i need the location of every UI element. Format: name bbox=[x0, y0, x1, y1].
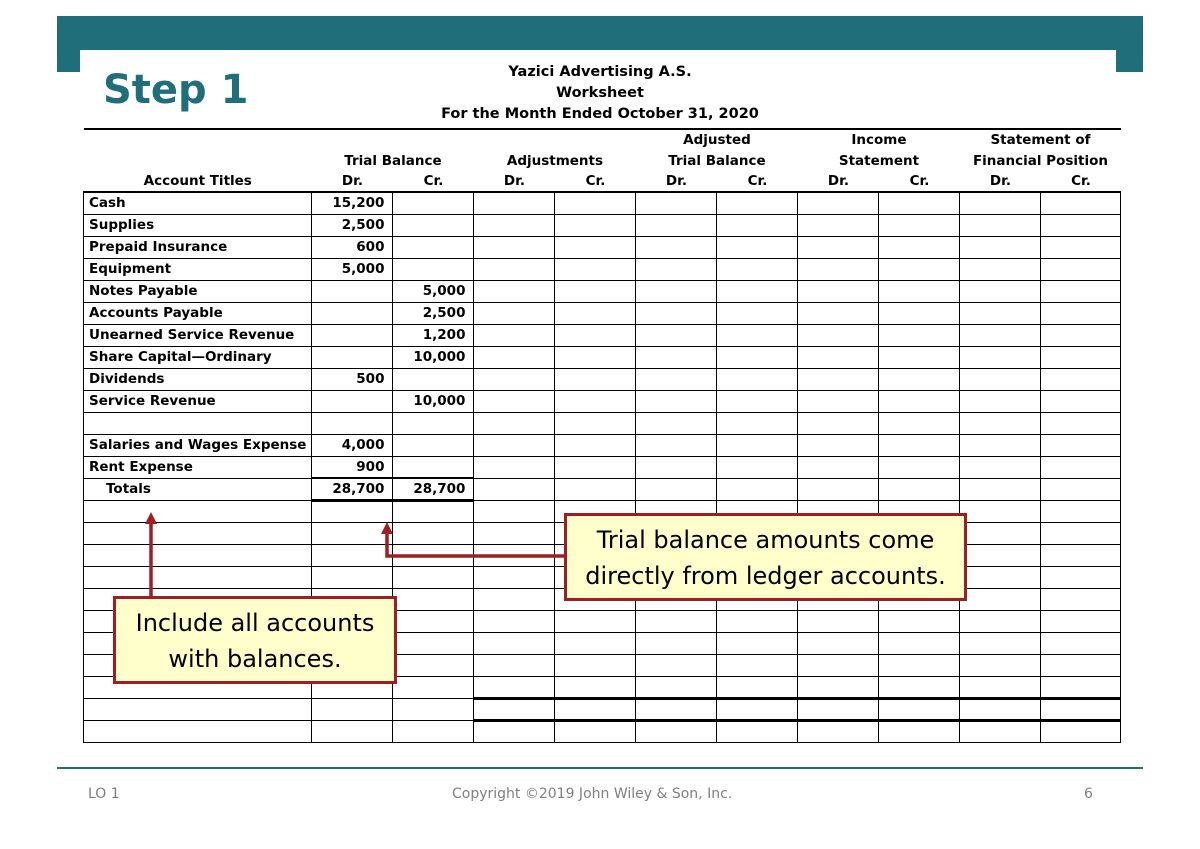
include-callout: Include all accounts with balances. bbox=[113, 596, 397, 684]
table-row bbox=[84, 346, 1121, 368]
dr-cell bbox=[960, 214, 1041, 236]
cr-cell bbox=[879, 258, 960, 280]
account-title-cell: Notes Payable bbox=[84, 280, 312, 302]
dr-cell bbox=[636, 302, 717, 324]
cr-cell bbox=[555, 368, 636, 390]
company-name: Yazici Advertising A.S. bbox=[508, 64, 692, 80]
cr-cell bbox=[555, 434, 636, 456]
dr-cell bbox=[798, 721, 879, 743]
dr-cell bbox=[474, 236, 555, 258]
account-title-cell bbox=[84, 412, 312, 434]
cr-cell bbox=[1041, 258, 1121, 280]
dr-cell bbox=[474, 214, 555, 236]
cr-cell bbox=[717, 280, 798, 302]
cr-cell bbox=[555, 302, 636, 324]
table-row bbox=[84, 412, 1121, 434]
cr-cell: 2,500 bbox=[393, 302, 474, 324]
dr-cell bbox=[474, 589, 555, 611]
account-title-cell: Prepaid Insurance bbox=[84, 236, 312, 258]
cr-column-header: Cr. bbox=[555, 171, 636, 192]
cr-cell bbox=[555, 633, 636, 655]
group-header: Trial Balance bbox=[344, 152, 442, 169]
header-row-groups-top bbox=[84, 129, 1121, 150]
cr-cell bbox=[393, 589, 474, 611]
dr-cell bbox=[474, 721, 555, 743]
cr-cell bbox=[879, 721, 960, 743]
cr-cell bbox=[1041, 501, 1121, 523]
account-title-cell bbox=[84, 721, 312, 743]
cr-cell bbox=[717, 633, 798, 655]
dr-cell bbox=[474, 501, 555, 523]
cr-cell bbox=[555, 346, 636, 368]
cr-cell bbox=[879, 677, 960, 699]
dr-cell bbox=[960, 302, 1041, 324]
dr-cell bbox=[960, 655, 1041, 677]
dr-cell bbox=[636, 721, 717, 743]
dr-cell: 5,000 bbox=[312, 258, 393, 280]
cr-cell bbox=[393, 677, 474, 699]
worksheet-title: Worksheet bbox=[556, 85, 644, 101]
dr-cell bbox=[960, 368, 1041, 390]
cr-cell bbox=[717, 236, 798, 258]
account-title-cell: Salaries and Wages Expense bbox=[84, 434, 312, 456]
dr-cell bbox=[798, 677, 879, 699]
account-title-cell: Totals bbox=[84, 478, 312, 501]
dr-cell bbox=[636, 699, 717, 721]
dr-cell bbox=[312, 523, 393, 545]
cr-cell bbox=[717, 324, 798, 346]
cr-cell bbox=[1041, 721, 1121, 743]
footer-copyright: Copyright ©2019 John Wiley & Son, Inc. bbox=[452, 786, 733, 802]
account-title-cell bbox=[84, 523, 312, 545]
dr-cell bbox=[312, 346, 393, 368]
account-title-cell: Dividends bbox=[84, 368, 312, 390]
dr-cell bbox=[474, 611, 555, 633]
cr-cell bbox=[1041, 324, 1121, 346]
cr-cell bbox=[879, 280, 960, 302]
footer-divider bbox=[57, 767, 1143, 769]
account-title-cell: Rent Expense bbox=[84, 456, 312, 478]
table-row bbox=[84, 236, 1121, 258]
cr-cell bbox=[555, 655, 636, 677]
cr-cell bbox=[879, 302, 960, 324]
cr-cell bbox=[879, 346, 960, 368]
dr-cell bbox=[798, 390, 879, 412]
cr-cell bbox=[555, 456, 636, 478]
dr-cell bbox=[798, 611, 879, 633]
cr-cell bbox=[1041, 633, 1121, 655]
dr-cell bbox=[798, 280, 879, 302]
cr-cell bbox=[1041, 699, 1121, 721]
header-blank bbox=[84, 129, 312, 150]
dr-cell bbox=[636, 633, 717, 655]
dr-cell bbox=[960, 390, 1041, 412]
group-header: Adjustments bbox=[506, 152, 604, 169]
dr-cell: 2,500 bbox=[312, 214, 393, 236]
cr-cell bbox=[1041, 478, 1121, 501]
dr-cell bbox=[636, 192, 717, 214]
dr-cell bbox=[636, 655, 717, 677]
dr-cell bbox=[474, 412, 555, 434]
cr-column-header: Cr. bbox=[393, 171, 474, 192]
cr-cell bbox=[879, 368, 960, 390]
cr-cell bbox=[393, 699, 474, 721]
cr-cell bbox=[717, 258, 798, 280]
dr-cell bbox=[798, 699, 879, 721]
dr-cell bbox=[960, 545, 1041, 567]
cr-cell bbox=[555, 192, 636, 214]
dr-cell bbox=[960, 434, 1041, 456]
dr-cell bbox=[960, 258, 1041, 280]
cr-cell bbox=[393, 258, 474, 280]
account-title-cell: Service Revenue bbox=[84, 390, 312, 412]
dr-cell bbox=[798, 478, 879, 501]
cr-cell bbox=[555, 236, 636, 258]
cr-cell bbox=[393, 412, 474, 434]
cr-cell bbox=[393, 611, 474, 633]
table-row bbox=[84, 390, 1121, 412]
cr-cell bbox=[879, 655, 960, 677]
cr-cell bbox=[1041, 655, 1121, 677]
cr-cell bbox=[393, 501, 474, 523]
table-row bbox=[84, 258, 1121, 280]
dr-cell bbox=[798, 412, 879, 434]
dr-cell bbox=[474, 456, 555, 478]
dr-cell bbox=[636, 611, 717, 633]
dr-cell bbox=[312, 302, 393, 324]
cr-cell bbox=[1041, 589, 1121, 611]
cr-cell bbox=[879, 324, 960, 346]
cr-cell bbox=[717, 390, 798, 412]
account-title-cell: Equipment bbox=[84, 258, 312, 280]
dr-cell bbox=[960, 478, 1041, 501]
table-row bbox=[84, 302, 1121, 324]
dr-cell bbox=[798, 302, 879, 324]
dr-cell bbox=[636, 280, 717, 302]
cr-cell: 10,000 bbox=[393, 346, 474, 368]
dr-cell bbox=[960, 523, 1041, 545]
table-row bbox=[84, 280, 1121, 302]
dr-cell: 4,000 bbox=[312, 434, 393, 456]
dr-cell bbox=[636, 456, 717, 478]
cr-cell bbox=[555, 324, 636, 346]
cr-cell bbox=[1041, 390, 1121, 412]
dr-cell bbox=[798, 346, 879, 368]
dr-cell bbox=[960, 677, 1041, 699]
cr-cell bbox=[879, 456, 960, 478]
cr-cell bbox=[879, 633, 960, 655]
cr-cell bbox=[879, 192, 960, 214]
dr-cell: 600 bbox=[312, 236, 393, 258]
group-header: Trial Balance bbox=[668, 152, 766, 169]
cr-cell bbox=[1041, 677, 1121, 699]
cr-cell bbox=[879, 699, 960, 721]
dr-cell bbox=[960, 611, 1041, 633]
dr-cell bbox=[636, 434, 717, 456]
step-title: Step 1 bbox=[103, 67, 249, 113]
cr-cell bbox=[717, 192, 798, 214]
cr-cell bbox=[1041, 434, 1121, 456]
cr-cell bbox=[879, 390, 960, 412]
dr-cell: 28,700 bbox=[312, 478, 393, 501]
table-row bbox=[84, 324, 1121, 346]
dr-cell bbox=[960, 324, 1041, 346]
dr-cell bbox=[474, 523, 555, 545]
dr-cell bbox=[312, 721, 393, 743]
dr-cell bbox=[312, 567, 393, 589]
dr-cell bbox=[474, 280, 555, 302]
cr-cell bbox=[393, 236, 474, 258]
cr-cell bbox=[1041, 302, 1121, 324]
dr-cell: 15,200 bbox=[312, 192, 393, 214]
cr-cell bbox=[1041, 412, 1121, 434]
dr-cell bbox=[474, 434, 555, 456]
cr-cell bbox=[393, 721, 474, 743]
cr-column-header: Cr. bbox=[879, 171, 960, 192]
dr-cell bbox=[474, 346, 555, 368]
cr-cell bbox=[555, 258, 636, 280]
cr-cell bbox=[555, 677, 636, 699]
dr-cell bbox=[312, 390, 393, 412]
group-header-top bbox=[474, 129, 636, 150]
dr-cell bbox=[960, 412, 1041, 434]
cr-column-header: Cr. bbox=[717, 171, 798, 192]
account-title-cell: Share Capital—Ordinary bbox=[84, 346, 312, 368]
cr-cell bbox=[393, 545, 474, 567]
cr-cell bbox=[393, 633, 474, 655]
ledger-callout: Trial balance amounts come directly from ledger accounts. bbox=[564, 513, 967, 601]
cr-cell bbox=[717, 456, 798, 478]
dr-cell bbox=[960, 346, 1041, 368]
cr-cell bbox=[717, 214, 798, 236]
cr-cell bbox=[879, 412, 960, 434]
cr-cell bbox=[555, 478, 636, 501]
dr-cell bbox=[636, 324, 717, 346]
dr-cell bbox=[798, 633, 879, 655]
cr-cell bbox=[879, 434, 960, 456]
header-blank bbox=[84, 150, 312, 171]
dr-cell bbox=[798, 324, 879, 346]
cr-cell bbox=[393, 192, 474, 214]
dr-cell bbox=[960, 456, 1041, 478]
cr-cell bbox=[393, 655, 474, 677]
cr-cell bbox=[393, 567, 474, 589]
cr-cell bbox=[555, 390, 636, 412]
cr-cell bbox=[717, 434, 798, 456]
footer-page-number: 6 bbox=[1084, 786, 1093, 802]
dr-column-header: Dr. bbox=[798, 171, 879, 192]
dr-cell bbox=[960, 280, 1041, 302]
dr-cell bbox=[636, 258, 717, 280]
cr-cell bbox=[555, 699, 636, 721]
account-title-cell: Supplies bbox=[84, 214, 312, 236]
dr-cell bbox=[312, 412, 393, 434]
dr-cell bbox=[312, 280, 393, 302]
dr-cell bbox=[960, 721, 1041, 743]
cr-column-header: Cr. bbox=[1041, 171, 1121, 192]
table-row bbox=[84, 456, 1121, 478]
dr-cell bbox=[636, 236, 717, 258]
table-row bbox=[84, 368, 1121, 390]
cr-cell bbox=[879, 611, 960, 633]
table-row bbox=[84, 434, 1121, 456]
dr-cell bbox=[798, 214, 879, 236]
dr-cell bbox=[636, 412, 717, 434]
table-row bbox=[84, 699, 1121, 721]
dr-cell bbox=[474, 368, 555, 390]
account-title-cell: Unearned Service Revenue bbox=[84, 324, 312, 346]
dr-cell bbox=[474, 390, 555, 412]
cr-cell bbox=[717, 478, 798, 501]
group-header: Financial Position bbox=[972, 152, 1108, 169]
group-header-top: Adjusted bbox=[636, 129, 798, 150]
cr-cell bbox=[717, 412, 798, 434]
table-row bbox=[84, 478, 1121, 501]
dr-cell bbox=[960, 567, 1041, 589]
cr-cell bbox=[1041, 611, 1121, 633]
dr-cell bbox=[474, 677, 555, 699]
dr-cell: 500 bbox=[312, 368, 393, 390]
dr-cell bbox=[474, 258, 555, 280]
dr-cell bbox=[474, 324, 555, 346]
dr-column-header: Dr. bbox=[474, 171, 555, 192]
dr-cell bbox=[798, 434, 879, 456]
cr-cell bbox=[717, 677, 798, 699]
account-title-cell bbox=[84, 501, 312, 523]
dr-cell bbox=[798, 258, 879, 280]
dr-cell bbox=[636, 390, 717, 412]
dr-cell bbox=[960, 633, 1041, 655]
cr-cell bbox=[1041, 280, 1121, 302]
cr-cell: 10,000 bbox=[393, 390, 474, 412]
dr-cell bbox=[960, 589, 1041, 611]
cr-cell bbox=[717, 368, 798, 390]
cr-cell bbox=[717, 611, 798, 633]
cr-cell bbox=[1041, 523, 1121, 545]
cr-cell bbox=[717, 302, 798, 324]
dr-cell bbox=[960, 501, 1041, 523]
header-row-groups bbox=[84, 150, 1121, 171]
dr-cell bbox=[474, 478, 555, 501]
dr-cell bbox=[798, 236, 879, 258]
dr-cell bbox=[798, 192, 879, 214]
dr-cell bbox=[636, 214, 717, 236]
account-title-cell bbox=[84, 545, 312, 567]
dr-cell bbox=[474, 633, 555, 655]
group-header-top: Statement of bbox=[960, 129, 1121, 150]
cr-cell bbox=[393, 434, 474, 456]
period-line: For the Month Ended October 31, 2020 bbox=[441, 106, 759, 122]
cr-cell bbox=[555, 280, 636, 302]
cr-cell bbox=[717, 346, 798, 368]
table-row bbox=[84, 214, 1121, 236]
cr-cell bbox=[1041, 236, 1121, 258]
footer-lo: LO 1 bbox=[88, 786, 120, 802]
cr-cell bbox=[1041, 456, 1121, 478]
cr-cell bbox=[717, 721, 798, 743]
dr-cell bbox=[312, 501, 393, 523]
dr-cell bbox=[312, 699, 393, 721]
dr-cell bbox=[312, 545, 393, 567]
dr-column-header: Dr. bbox=[312, 171, 393, 192]
cr-cell: 28,700 bbox=[393, 478, 474, 501]
cr-cell bbox=[1041, 346, 1121, 368]
cr-cell bbox=[393, 368, 474, 390]
dr-cell bbox=[960, 699, 1041, 721]
cr-cell bbox=[393, 456, 474, 478]
cr-cell bbox=[555, 214, 636, 236]
dr-cell bbox=[798, 456, 879, 478]
account-title-cell: Cash bbox=[84, 192, 312, 214]
dr-cell bbox=[474, 655, 555, 677]
account-title-cell bbox=[84, 567, 312, 589]
account-title-cell: Accounts Payable bbox=[84, 302, 312, 324]
cr-cell bbox=[879, 478, 960, 501]
account-titles-header: Account Titles bbox=[84, 171, 312, 192]
dr-cell bbox=[798, 368, 879, 390]
dr-cell bbox=[636, 478, 717, 501]
group-header: Statement bbox=[838, 152, 920, 169]
cr-cell bbox=[1041, 368, 1121, 390]
dr-cell bbox=[960, 236, 1041, 258]
dr-cell bbox=[636, 346, 717, 368]
dr-cell bbox=[960, 192, 1041, 214]
dr-cell bbox=[474, 699, 555, 721]
dr-cell bbox=[798, 655, 879, 677]
cr-cell bbox=[1041, 545, 1121, 567]
cr-cell bbox=[717, 655, 798, 677]
cr-cell bbox=[555, 721, 636, 743]
cr-cell: 5,000 bbox=[393, 280, 474, 302]
dr-cell bbox=[474, 302, 555, 324]
cr-cell bbox=[1041, 214, 1121, 236]
dr-cell bbox=[636, 677, 717, 699]
dr-column-header: Dr. bbox=[636, 171, 717, 192]
header-row-columns bbox=[84, 171, 1121, 192]
dr-cell bbox=[636, 368, 717, 390]
cr-cell: 1,200 bbox=[393, 324, 474, 346]
cr-cell bbox=[1041, 567, 1121, 589]
table-row bbox=[84, 721, 1121, 743]
cr-cell bbox=[879, 236, 960, 258]
table-row bbox=[84, 192, 1121, 214]
cr-cell bbox=[879, 214, 960, 236]
cr-cell bbox=[717, 699, 798, 721]
cr-cell bbox=[393, 523, 474, 545]
dr-cell bbox=[312, 324, 393, 346]
cr-cell bbox=[1041, 192, 1121, 214]
cr-cell bbox=[555, 611, 636, 633]
dr-cell bbox=[474, 192, 555, 214]
cr-cell bbox=[393, 214, 474, 236]
dr-cell bbox=[474, 545, 555, 567]
account-title-cell bbox=[84, 699, 312, 721]
group-header-top: Income bbox=[798, 129, 960, 150]
group-header-top bbox=[312, 129, 474, 150]
dr-column-header: Dr. bbox=[960, 171, 1041, 192]
dr-cell: 900 bbox=[312, 456, 393, 478]
dr-cell bbox=[474, 567, 555, 589]
cr-cell bbox=[555, 412, 636, 434]
